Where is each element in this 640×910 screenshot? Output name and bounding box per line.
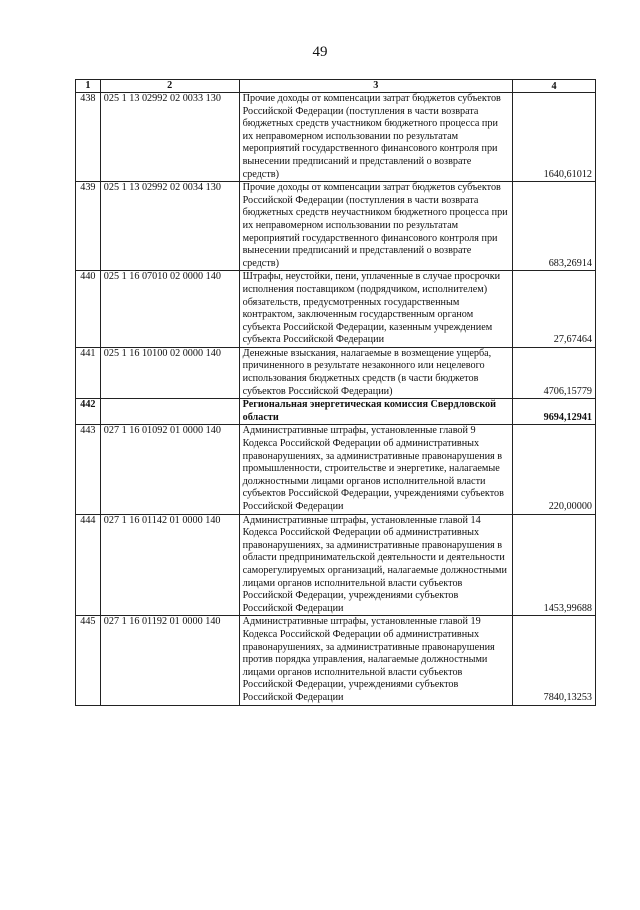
budget-code-cell: 027 1 16 01142 01 0000 140 — [100, 514, 239, 616]
amount-cell: 7840,13253 — [513, 616, 596, 705]
row-number-cell: 442 — [76, 399, 101, 425]
description-cell: Административные штрафы, установленные главой 9 Кодекса Российской Федерации об административных правонарушениях, за административные правонарушения в промышленности, строительстве и энергетике, налагаемые должностными лицами органов исполнительной власти субъектов Российской Федерации, учреждениями субъектов Российской Федерации — [239, 425, 512, 514]
row-number-cell: 440 — [76, 271, 101, 348]
description-cell: Административные штрафы, установленные главой 19 Кодекса Российской Федерации об административных правонарушениях, за административные правонарушения против порядка управления, налагаемые должностными лицами органов исполнительной власти субъектов Российской Федерации, учреждениями субъектов Российской Федерации — [239, 616, 512, 705]
column-header-4: 4 — [513, 80, 596, 93]
description-cell: Прочие доходы от компенсации затрат бюджетов субъектов Российской Федерации (поступления в части возврата бюджетных средств участником бюджетного процесса при их неправомерном использовании по результатам мероприятий государственного финансового контроля при вынесении предписаний и представлений о возврате средств) — [239, 93, 512, 182]
table-header-row — [76, 80, 596, 93]
amount-cell: 4706,15779 — [513, 347, 596, 398]
amount-cell: 1453,99688 — [513, 514, 596, 616]
row-number-cell: 443 — [76, 425, 101, 514]
budget-code-cell: 025 1 16 07010 02 0000 140 — [100, 271, 239, 348]
amount-cell: 27,67464 — [513, 271, 596, 348]
table-row — [76, 347, 596, 398]
amount-cell: 1640,61012 — [513, 93, 596, 182]
description-cell: Региональная энергетическая комиссия Свердловской области — [239, 399, 512, 425]
row-number-cell: 444 — [76, 514, 101, 616]
row-number-cell: 438 — [76, 93, 101, 182]
amount-cell: 220,00000 — [513, 425, 596, 514]
description-cell: Денежные взыскания, налагаемые в возмещение ущерба, причиненного в результате незаконного или нецелевого использования бюджетных средств (в части бюджетов субъектов Российской Федерации) — [239, 347, 512, 398]
table-row — [76, 182, 596, 271]
budget-code-cell: 027 1 16 01192 01 0000 140 — [100, 616, 239, 705]
description-cell: Штрафы, неустойки, пени, уплаченные в случае просрочки исполнения поставщиком (подрядчиком, исполнителем) обязательств, предусмотренных государственным контрактом, заключенным государственным органом субъекта Российской Федерации, казенным учреждением субъекта Российской Федерации — [239, 271, 512, 348]
budget-code-cell: 025 1 13 02992 02 0034 130 — [100, 182, 239, 271]
table-row — [76, 93, 596, 182]
description-cell: Административные штрафы, установленные главой 14 Кодекса Российской Федерации об административных правонарушениях, за административные правонарушения в области предпринимательской деятельности и деятельности саморегулируемых организаций, налагаемые должностными лицами органов исполнительной власти субъектов Российской Федерации, учреждениями субъектов Российской Федерации — [239, 514, 512, 616]
column-header-1: 1 — [76, 80, 101, 93]
row-number-cell: 441 — [76, 347, 101, 398]
table-row — [76, 399, 596, 425]
budget-code-cell: 025 1 13 02992 02 0033 130 — [100, 93, 239, 182]
description-cell: Прочие доходы от компенсации затрат бюджетов субъектов Российской Федерации (поступления в части возврата бюджетных средств неучастником бюджетного процесса при их неправомерном использовании по результатам мероприятий государственного финансового контроля при вынесении предписаний и представлений о возврате средств) — [239, 182, 512, 271]
amount-cell: 9694,12941 — [513, 399, 596, 425]
column-header-3: 3 — [239, 80, 512, 93]
budget-code-cell: 025 1 16 10100 02 0000 140 — [100, 347, 239, 398]
table-row — [76, 514, 596, 616]
table-row — [76, 271, 596, 348]
budget-table — [75, 79, 596, 706]
budget-code-cell — [100, 399, 239, 425]
row-number-cell: 439 — [76, 182, 101, 271]
row-number-cell: 445 — [76, 616, 101, 705]
table-row — [76, 616, 596, 705]
table-row — [76, 425, 596, 514]
page-number: 49 — [312, 44, 328, 60]
budget-code-cell: 027 1 16 01092 01 0000 140 — [100, 425, 239, 514]
amount-cell: 683,26914 — [513, 182, 596, 271]
column-header-2: 2 — [100, 80, 239, 93]
